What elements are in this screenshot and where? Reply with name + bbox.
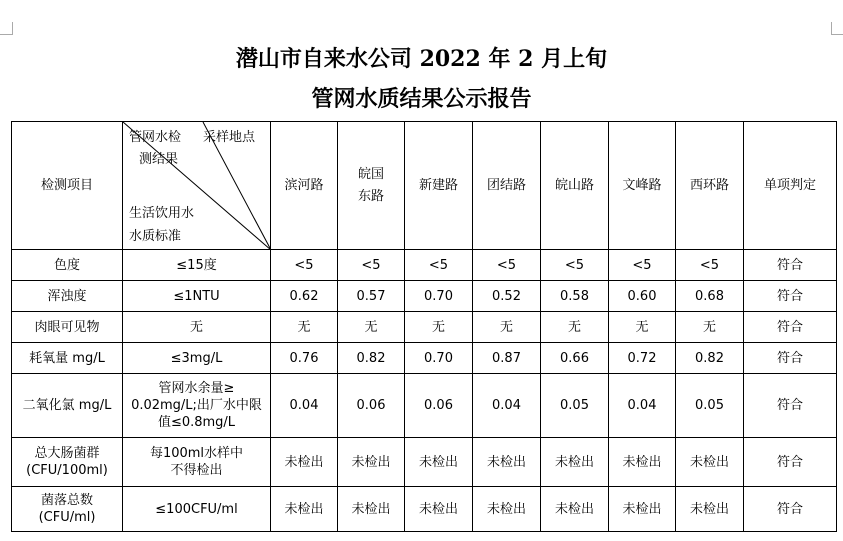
value-cell: 0.76 (271, 343, 338, 374)
diag-label-result: 测结果 (139, 152, 179, 167)
value-cell: <5 (609, 250, 676, 281)
value-cell: 未检出 (271, 438, 338, 487)
item-cell: 二氧化氯 mg/L (12, 374, 123, 438)
value-cell: 0.04 (609, 374, 676, 438)
header-row (12, 122, 837, 250)
item-cell: 浑浊度 (12, 281, 123, 312)
value-cell: 无 (541, 312, 609, 343)
value-cell: 0.52 (473, 281, 541, 312)
value-cell: 0.66 (541, 343, 609, 374)
standard-cell: ≤1NTU (123, 281, 271, 312)
value-cell: 未检出 (609, 438, 676, 487)
value-cell: <5 (271, 250, 338, 281)
value-cell: 未检出 (473, 487, 541, 532)
site-header: 西环路 (676, 122, 744, 250)
value-cell: 0.62 (271, 281, 338, 312)
value-cell: 无 (405, 312, 473, 343)
value-cell: 未检出 (676, 487, 744, 532)
header-diagonal-cell (123, 122, 271, 250)
value-cell: 0.58 (541, 281, 609, 312)
report-title-line2: 管网水质结果公示报告 (311, 86, 532, 112)
verdict-cell: 符合 (744, 438, 837, 487)
value-cell: 未检出 (338, 487, 405, 532)
site-header: 皖山路 (541, 122, 609, 250)
header-item: 检测项目 (12, 122, 123, 250)
value-cell: 0.06 (338, 374, 405, 438)
page-corner-mark-left (0, 22, 13, 35)
value-cell: 未检出 (541, 438, 609, 487)
item-cell: 菌落总数 (CFU/ml) (12, 487, 123, 532)
standard-cell: 管网水余量≥ 0.02mg/L;出厂水中限 值≤0.8mg/L (123, 374, 271, 438)
table-row (12, 438, 837, 487)
value-cell: 0.87 (473, 343, 541, 374)
value-cell: 0.70 (405, 343, 473, 374)
site-header: 滨河路 (271, 122, 338, 250)
value-cell: 0.82 (676, 343, 744, 374)
verdict-cell: 符合 (744, 250, 837, 281)
table-row (12, 281, 837, 312)
value-cell: 0.05 (541, 374, 609, 438)
value-cell: 0.06 (405, 374, 473, 438)
page-corner-mark-right (831, 22, 843, 35)
value-cell: 无 (609, 312, 676, 343)
verdict-cell: 符合 (744, 374, 837, 438)
item-cell: 耗氧量 mg/L (12, 343, 123, 374)
value-cell: <5 (541, 250, 609, 281)
verdict-header: 单项判定 (744, 122, 837, 250)
value-cell: 未检出 (338, 438, 405, 487)
value-cell: 未检出 (473, 438, 541, 487)
standard-cell: ≤3mg/L (123, 343, 271, 374)
verdict-cell: 符合 (744, 487, 837, 532)
site-header-line: 皖国 东路 (357, 166, 384, 204)
site-header: 文峰路 (609, 122, 676, 250)
value-cell: 0.57 (338, 281, 405, 312)
value-cell: 0.68 (676, 281, 744, 312)
site-header (338, 122, 405, 250)
value-cell: 0.05 (676, 374, 744, 438)
value-cell: 未检出 (609, 487, 676, 532)
value-cell: 0.72 (609, 343, 676, 374)
standard-cell: ≤15度 (123, 250, 271, 281)
value-cell: <5 (676, 250, 744, 281)
site-header: 团结路 (473, 122, 541, 250)
item-cell: 肉眼可见物 (12, 312, 123, 343)
standard-cell: 无 (123, 312, 271, 343)
table-row (12, 487, 837, 532)
value-cell: 未检出 (405, 487, 473, 532)
value-cell: 未检出 (676, 438, 744, 487)
table-row (12, 343, 837, 374)
standard-cell: 每100ml水样中 不得检出 (123, 438, 271, 487)
standard-cell: ≤100CFU/ml (123, 487, 271, 532)
value-cell: 无 (271, 312, 338, 343)
diag-label-standard-2: 水质标准 (129, 229, 182, 244)
value-cell: 无 (338, 312, 405, 343)
value-cell: 无 (473, 312, 541, 343)
item-cell: 总大肠菌群 (CFU/100ml) (12, 438, 123, 487)
value-cell: <5 (405, 250, 473, 281)
value-cell: <5 (473, 250, 541, 281)
site-header: 新建路 (405, 122, 473, 250)
diag-label-standard-1: 生活饮用水 (129, 206, 195, 221)
value-cell: 0.04 (271, 374, 338, 438)
verdict-cell: 符合 (744, 281, 837, 312)
diag-label-inspect: 管网水检 (129, 130, 182, 145)
value-cell: 未检出 (271, 487, 338, 532)
value-cell: 0.60 (609, 281, 676, 312)
value-cell: 未检出 (541, 487, 609, 532)
value-cell: 0.04 (473, 374, 541, 438)
table-row (12, 374, 837, 438)
verdict-cell: 符合 (744, 312, 837, 343)
report-title-line1: 潜山市自来水公司 2022 年 2 月上旬 (235, 46, 608, 72)
water-quality-table (11, 121, 837, 532)
value-cell: <5 (338, 250, 405, 281)
verdict-cell: 符合 (744, 343, 837, 374)
diag-label-site: 采样地点 (203, 130, 256, 145)
value-cell: 0.70 (405, 281, 473, 312)
table-row (12, 250, 837, 281)
item-cell: 色度 (12, 250, 123, 281)
table-row (12, 312, 837, 343)
value-cell: 未检出 (405, 438, 473, 487)
value-cell: 0.82 (338, 343, 405, 374)
value-cell: 无 (676, 312, 744, 343)
